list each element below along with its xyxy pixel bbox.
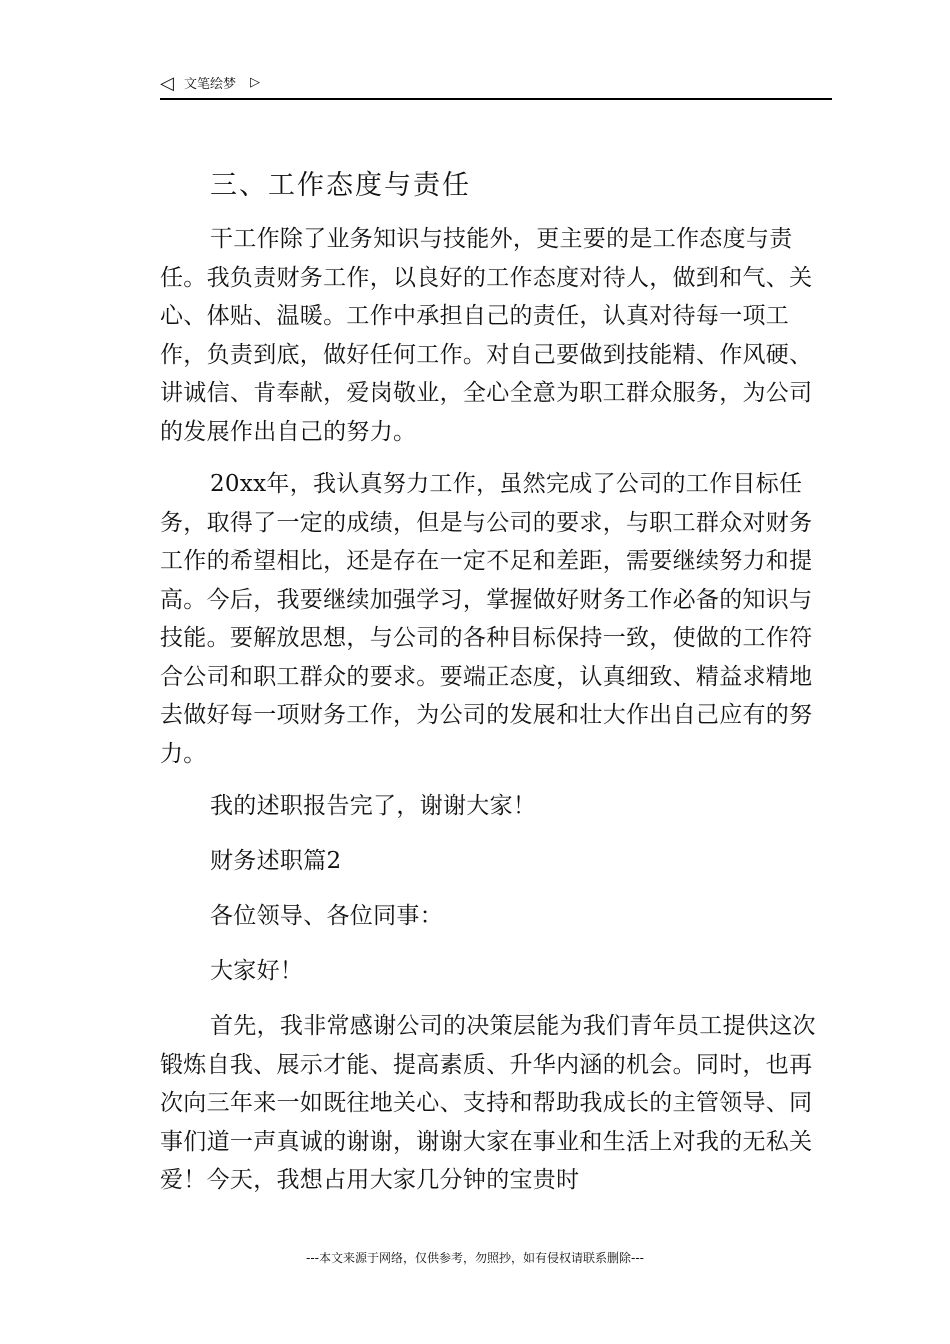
closing-line: 我的述职报告完了，谢谢大家！ (210, 793, 537, 819)
next-report-title: 财务述职篇2 (210, 848, 342, 874)
salutation: 各位领导、各位同事： (210, 903, 443, 929)
triangle-right-icon: ▷ (250, 75, 260, 90)
greeting: 大家好！ (210, 958, 304, 984)
document-body (160, 166, 832, 1214)
triangle-left-icon: ◁ (160, 73, 174, 94)
section-heading: 三、工作态度与责任 (210, 170, 471, 201)
header-title: 文笔绘梦 (184, 77, 237, 92)
paragraph-work-attitude: 干工作除了业务知识与技能外，更主要的是工作态度与责任。我负责财务工作，以良好的工作态度对待人，做到和气、关心、体贴、温暖。工作中承担自己的责任，认真对待每一项工作，负责到底，做好任何工作。对自己要做到技能精、作风硬、讲诚信、肯奉献，爱岗敬业，全心全意为职工群众服务，为公司的发展作出自己的努力。 (160, 226, 813, 445)
paragraph-thanks: 首先，我非常感谢公司的决策层能为我们青年员工提供这次锻炼自我、展示才能、提高素质、升华内涵的机会。同时，也再次向三年来一如既往地关心、支持和帮助我成长的主管领导、同事们道一声真诚的谢谢，谢谢大家在事业和生活上对我的无私关爱！今天，我想占用大家几分钟的宝贵时 (160, 1013, 816, 1193)
paragraph-annual-summary: 20xx年，我认真努力工作，虽然完成了公司的工作目标任务，取得了一定的成绩，但是与公司的要求，与职工群众对财务工作的希望相比，还是存在一定不足和差距，需要继续努力和提高。今后，我要继续加强学习，掌握做好财务工作必备的知识与技能。要解放思想，与公司的各种目标保持一致，使做的工作符合公司和职工群众的要求。要端正态度，认真细致、精益求精地去做好每一项财务工作，为公司的发展和壮大作出自己应有的努力。 (160, 471, 813, 767)
page-header (160, 74, 832, 100)
footer-disclaimer: ---本文来源于网络，仅供参考，勿照抄，如有侵权请联系删除--- (306, 1251, 644, 1265)
